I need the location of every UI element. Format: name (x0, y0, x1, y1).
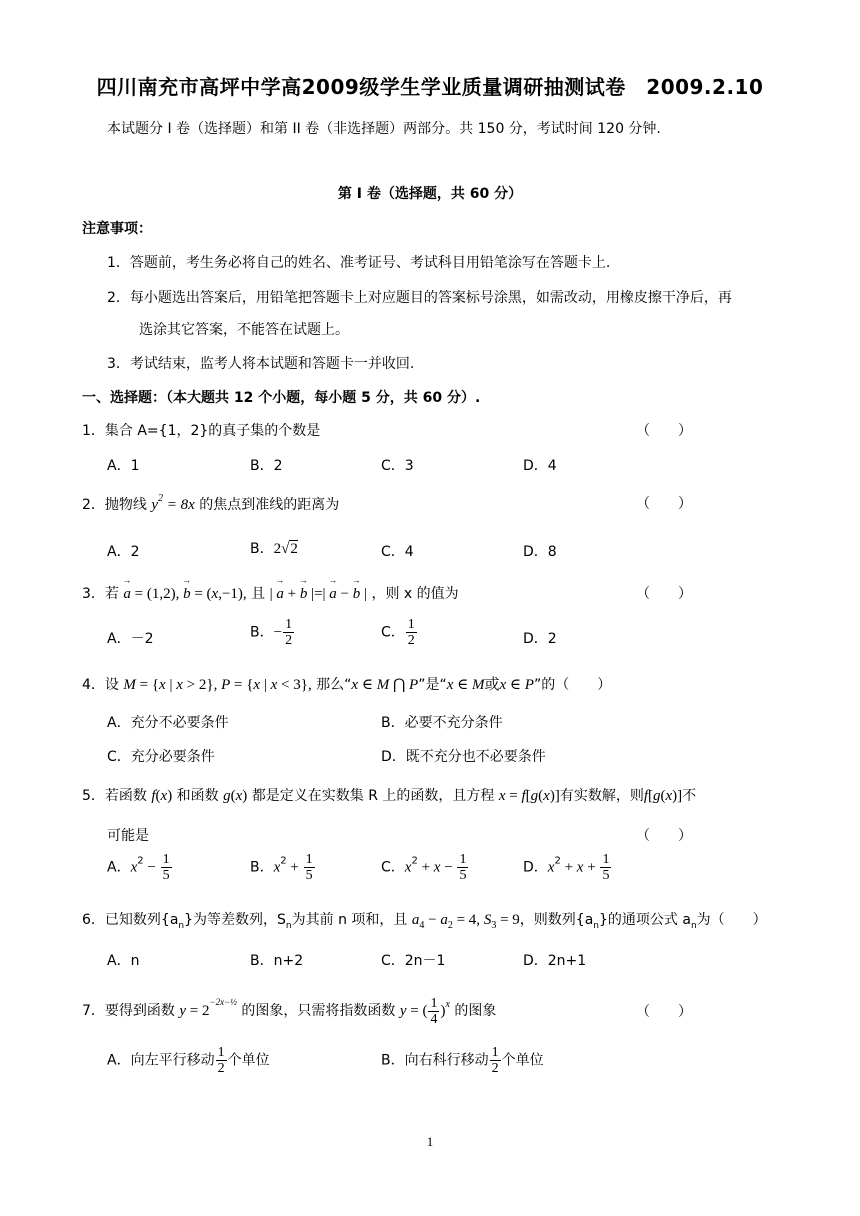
question-3-option-a: A．－2 (107, 631, 154, 647)
question-4-option-d: D．既不充分也不必要条件 (381, 749, 546, 765)
note-1: 1．答题前，考生务必将自己的姓名、准考证号、考试科目用铅笔涂写在答题卡上. (107, 255, 611, 271)
note-3: 3．考试结束，监考人将本试题和答题卡一并收回. (107, 356, 415, 372)
function-equation: x = f[g(x)] (498, 788, 560, 804)
question-7-option-a: A．向左平行移动 $\frac{1}{2}$ 个单位 (107, 1045, 270, 1076)
intersection-condition: x ∈ M ⋂ P (351, 677, 419, 693)
target-function: $y = 2^{-2x-\frac{1}{2}}$ (179, 996, 237, 1019)
question-4-stem: 4．设 M = {x | x > 2}, P = {x | x < 3}, 那么“x ∈ M ⋂ P”是“x ∈ M或x ∈ P”的（ ） (82, 677, 612, 693)
question-6-option-d: D．2n+1 (523, 953, 587, 969)
question-2-option-c: C．4 (381, 544, 414, 560)
question-5-option-c: C．$x^2 + x$ − $\frac{1}{5}$ (381, 852, 467, 883)
question-3-option-d: D．2 (523, 631, 557, 647)
question-3-stem: 3．若 → a = (1,2), → b = (x,−1), 且 | → a + → b |=| → a − → b | ，则 x 的值为 (82, 583, 459, 603)
page-number: 1 (426, 1134, 434, 1149)
question-3-answer-blank: （ ） (636, 586, 692, 602)
question-5-stem-cont: 可能是 (107, 828, 149, 844)
question-4-option-c: C．充分必要条件 (107, 749, 215, 765)
exponential-function: y = ( $\frac{1}{4}$ )$^x$ (399, 996, 450, 1027)
sequence-condition: $a_4 - a_2 = 4$, $S_3 = 9$ (411, 912, 520, 931)
notice-heading: 注意事项： (82, 221, 152, 237)
parabola-equation: $y^2 = 8x$ (151, 493, 195, 513)
question-5-option-a: A．$x^2$ − $\frac{1}{5}$ (107, 852, 170, 883)
question-5-option-d: D．$x^2 + x$ + $\frac{1}{5}$ (523, 852, 610, 883)
part-heading: 一、选择题：（本大题共 12 个小题，每小题 5 分，共 60 分）. (82, 390, 481, 406)
question-6-stem: 6．已知数列$\{a_n\}$为等差数列，$S_n$为其前 n 项和，且 $a_4 - a_2 = 4$, $S_3 = 9$，则数列$\{a_n\}$的通项公式 $a_n$为（ ） (82, 912, 767, 931)
exam-intro: 本试题分 I 卷（选择题）和第 II 卷（非选择题）两部分。共 150 分，考试时间 120 分钟. (107, 121, 661, 137)
question-1-option-b: B．2 (250, 458, 283, 474)
question-7-option-b: B．向右科行移动 $\frac{1}{2}$ 个单位 (381, 1045, 544, 1076)
union-condition: x ∈ M或x ∈ P (446, 677, 534, 693)
question-5-stem: 5．若函数 f(x) 和函数 g(x) 都是定义在实数集 R 上的函数，且方程 x = f[g(x)]有实数解，则f[g(x)]不 (82, 788, 697, 804)
note-2: 2．每小题选出答案后，用铅笔把答题卡上对应题目的答案标号涂黑，如需改动，用橡皮擦干净后，再 (107, 290, 732, 306)
question-4-option-a: A．充分不必要条件 (107, 715, 229, 731)
question-5-answer-blank: （ ） (636, 828, 692, 844)
question-6-option-a: A．n (107, 953, 140, 969)
question-2-answer-blank: （ ） (636, 496, 692, 512)
question-2-option-d: D．8 (523, 544, 557, 560)
question-2-option-a: A．2 (107, 544, 140, 560)
vector-definitions: → a = (1,2), → b = (x,−1), (123, 586, 246, 602)
question-7-answer-blank: （ ） (636, 1004, 692, 1020)
question-2-option-b: B．2√2 (250, 541, 298, 557)
question-4-option-b: B．必要不充分条件 (381, 715, 503, 731)
question-3-option-b: B．− $\frac{1}{2}$ (250, 617, 293, 648)
question-1-option-c: C．3 (381, 458, 414, 474)
set-definitions: M = {x | x > 2}, P = {x | x < 3}, (123, 677, 312, 693)
question-6-option-c: C．2n－1 (381, 953, 446, 969)
question-5-option-b: B．$x^2$ + $\frac{1}{5}$ (250, 852, 313, 883)
question-1-option-a: A．1 (107, 458, 140, 474)
question-1-answer-blank: （ ） (636, 423, 692, 439)
question-1-stem: 1．集合 A={1，2}的真子集的个数是 (82, 423, 321, 439)
question-2-stem: 2．抛物线 $y^2 = 8x$ 的焦点到准线的距离为 (82, 493, 340, 513)
section-title: 第 I 卷（选择题，共 60 分） (337, 186, 523, 202)
question-7-stem: 7．要得到函数 $y = 2^{-2x-\frac{1}{2}}$ 的图象，只需将指数函数 y = ( $\frac{1}{4}$ )$^x$ 的图象 (82, 996, 497, 1027)
vector-condition: | → a + → b |=| → a − → b | (270, 586, 367, 602)
question-3-option-c: C． $\frac{1}{2}$ (381, 617, 415, 648)
question-1-option-d: D．4 (523, 458, 557, 474)
note-2-cont: 选涂其它答案，不能答在试题上。 (139, 322, 349, 338)
question-6-option-b: B．n+2 (250, 953, 304, 969)
page-title: 四川南充市高坪中学高2009级学生学业质量调研抽测试卷 2009.2.10 (96, 75, 764, 99)
